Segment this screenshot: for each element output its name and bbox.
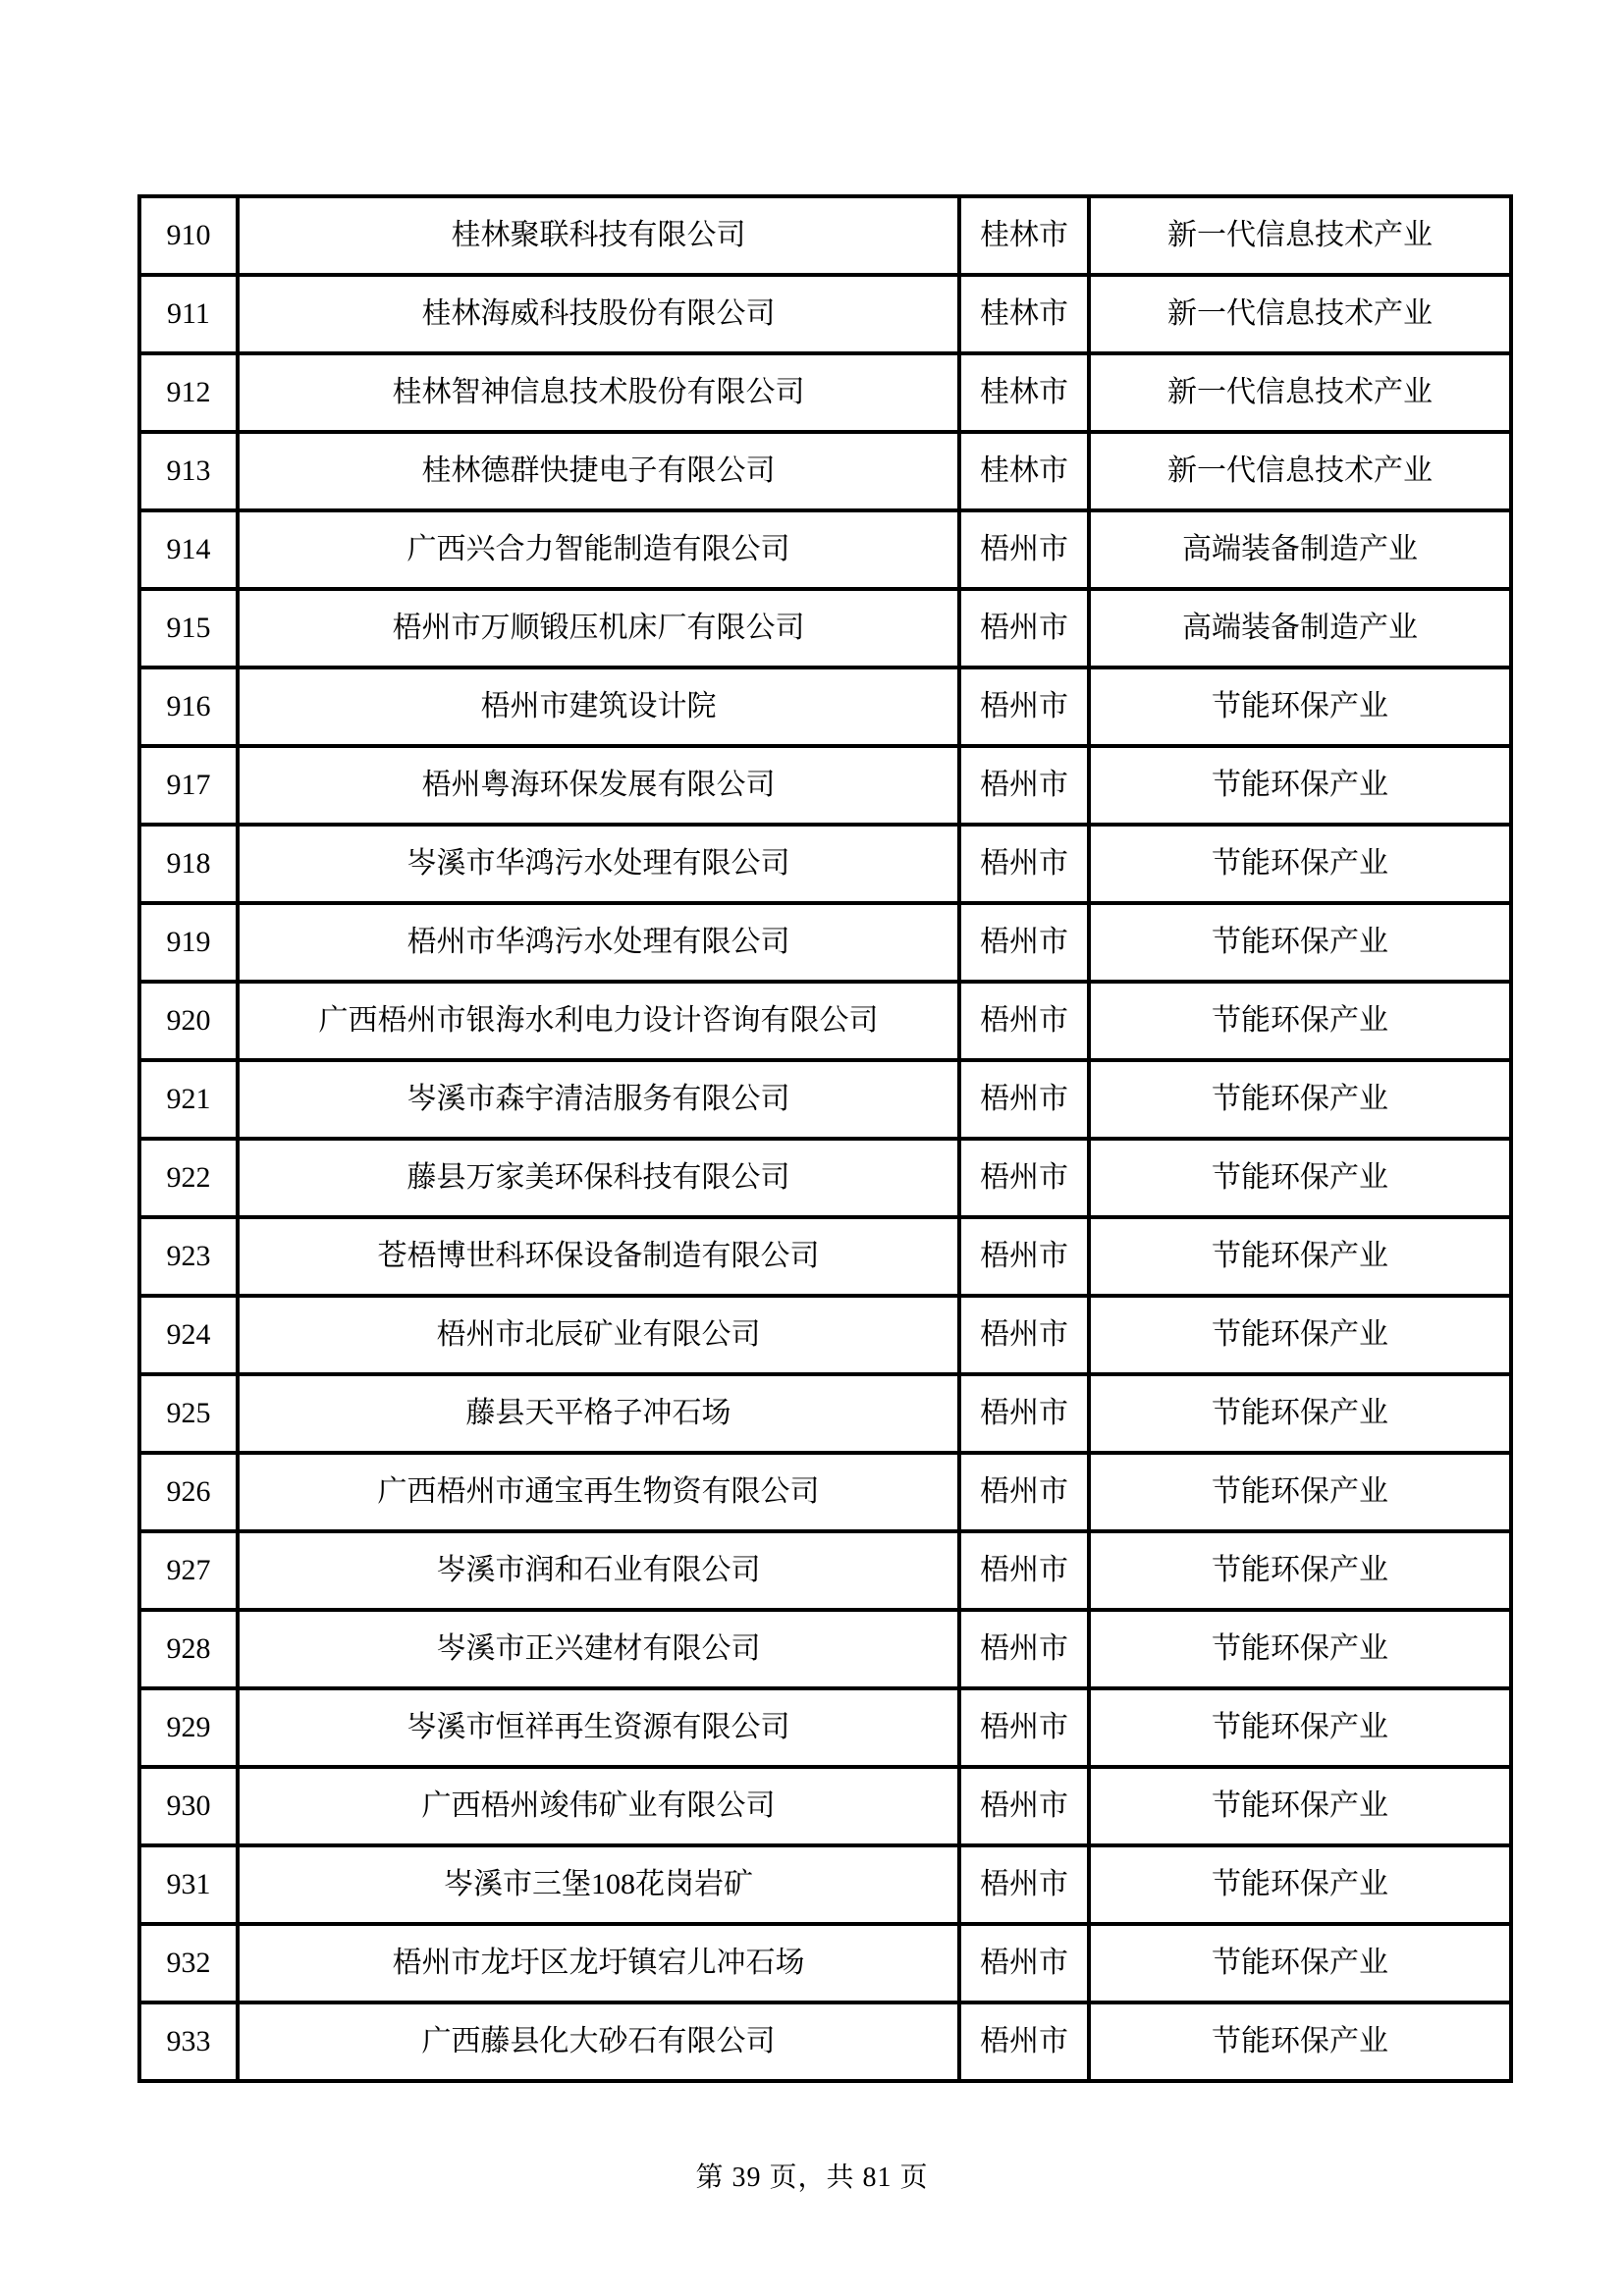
cell-company-name: 广西梧州市银海水利电力设计咨询有限公司 — [238, 982, 959, 1060]
table-row — [139, 903, 1511, 982]
cell-company-name: 梧州市华鸿污水处理有限公司 — [238, 903, 959, 982]
cell-industry: 节能环保产业 — [1089, 1139, 1511, 1217]
cell-city: 梧州市 — [959, 1610, 1089, 1688]
cell-industry: 节能环保产业 — [1089, 1767, 1511, 1845]
cell-industry: 新一代信息技术产业 — [1089, 353, 1511, 432]
table-row — [139, 1767, 1511, 1845]
cell-row-number: 911 — [139, 275, 238, 353]
cell-company-name: 藤县万家美环保科技有限公司 — [238, 1139, 959, 1217]
cell-industry: 节能环保产业 — [1089, 746, 1511, 825]
cell-row-number: 913 — [139, 432, 238, 510]
cell-company-name: 岑溪市华鸿污水处理有限公司 — [238, 825, 959, 903]
cell-industry: 节能环保产业 — [1089, 2002, 1511, 2081]
cell-city: 梧州市 — [959, 1845, 1089, 1924]
cell-city: 梧州市 — [959, 903, 1089, 982]
cell-industry: 高端装备制造产业 — [1089, 589, 1511, 667]
table-row — [139, 1845, 1511, 1924]
cell-industry: 节能环保产业 — [1089, 1610, 1511, 1688]
cell-city: 梧州市 — [959, 1767, 1089, 1845]
cell-row-number: 918 — [139, 825, 238, 903]
cell-row-number: 920 — [139, 982, 238, 1060]
cell-industry: 节能环保产业 — [1089, 1688, 1511, 1767]
cell-row-number: 912 — [139, 353, 238, 432]
cell-company-name: 梧州市北辰矿业有限公司 — [238, 1296, 959, 1374]
cell-city: 梧州市 — [959, 825, 1089, 903]
cell-company-name: 藤县天平格子冲石场 — [238, 1374, 959, 1453]
cell-row-number: 924 — [139, 1296, 238, 1374]
table-row — [139, 982, 1511, 1060]
cell-industry: 节能环保产业 — [1089, 1453, 1511, 1531]
cell-row-number: 926 — [139, 1453, 238, 1531]
cell-row-number: 922 — [139, 1139, 238, 1217]
cell-row-number: 910 — [139, 196, 238, 275]
cell-city: 桂林市 — [959, 196, 1089, 275]
cell-city: 桂林市 — [959, 353, 1089, 432]
cell-row-number: 927 — [139, 1531, 238, 1610]
cell-industry: 新一代信息技术产业 — [1089, 275, 1511, 353]
page-footer: 第 39 页，共 81 页 — [695, 2163, 929, 2193]
table-row — [139, 432, 1511, 510]
cell-company-name: 梧州市万顺锻压机床厂有限公司 — [238, 589, 959, 667]
cell-city: 梧州市 — [959, 667, 1089, 746]
cell-city: 梧州市 — [959, 2002, 1089, 2081]
cell-row-number: 928 — [139, 1610, 238, 1688]
table-row — [139, 275, 1511, 353]
table-row — [139, 667, 1511, 746]
table-row — [139, 1610, 1511, 1688]
cell-city: 梧州市 — [959, 1374, 1089, 1453]
cell-industry: 节能环保产业 — [1089, 1531, 1511, 1610]
cell-city: 梧州市 — [959, 1139, 1089, 1217]
cell-row-number: 923 — [139, 1217, 238, 1296]
cell-row-number: 915 — [139, 589, 238, 667]
cell-industry: 节能环保产业 — [1089, 903, 1511, 982]
cell-company-name: 岑溪市森宇清洁服务有限公司 — [238, 1060, 959, 1139]
cell-city: 梧州市 — [959, 1060, 1089, 1139]
cell-industry: 节能环保产业 — [1089, 1296, 1511, 1374]
cell-city: 桂林市 — [959, 432, 1089, 510]
table-row — [139, 2002, 1511, 2081]
table-row — [139, 1060, 1511, 1139]
cell-industry: 节能环保产业 — [1089, 667, 1511, 746]
cell-company-name: 梧州粤海环保发展有限公司 — [238, 746, 959, 825]
table-row — [139, 1296, 1511, 1374]
cell-row-number: 916 — [139, 667, 238, 746]
cell-city: 梧州市 — [959, 1296, 1089, 1374]
cell-row-number: 929 — [139, 1688, 238, 1767]
cell-company-name: 岑溪市三堡108花岗岩矿 — [238, 1845, 959, 1924]
cell-company-name: 岑溪市润和石业有限公司 — [238, 1531, 959, 1610]
table-body — [139, 196, 1511, 2081]
cell-company-name: 广西兴合力智能制造有限公司 — [238, 510, 959, 589]
cell-company-name: 梧州市建筑设计院 — [238, 667, 959, 746]
cell-city: 梧州市 — [959, 746, 1089, 825]
cell-city: 梧州市 — [959, 1688, 1089, 1767]
cell-city: 梧州市 — [959, 1217, 1089, 1296]
cell-company-name: 苍梧博世科环保设备制造有限公司 — [238, 1217, 959, 1296]
cell-city: 梧州市 — [959, 1453, 1089, 1531]
cell-company-name: 桂林德群快捷电子有限公司 — [238, 432, 959, 510]
cell-industry: 节能环保产业 — [1089, 1217, 1511, 1296]
table-row — [139, 353, 1511, 432]
table-row — [139, 1688, 1511, 1767]
cell-row-number: 933 — [139, 2002, 238, 2081]
cell-row-number: 931 — [139, 1845, 238, 1924]
cell-company-name: 广西梧州市通宝再生物资有限公司 — [238, 1453, 959, 1531]
cell-row-number: 917 — [139, 746, 238, 825]
cell-row-number: 919 — [139, 903, 238, 982]
cell-industry: 节能环保产业 — [1089, 1924, 1511, 2002]
table-row — [139, 1924, 1511, 2002]
table-row — [139, 1139, 1511, 1217]
cell-row-number: 932 — [139, 1924, 238, 2002]
table-row — [139, 746, 1511, 825]
table-row — [139, 196, 1511, 275]
table-row — [139, 1374, 1511, 1453]
cell-company-name: 岑溪市正兴建材有限公司 — [238, 1610, 959, 1688]
table-row — [139, 825, 1511, 903]
table-row — [139, 1531, 1511, 1610]
cell-city: 梧州市 — [959, 982, 1089, 1060]
cell-company-name: 广西梧州竣伟矿业有限公司 — [238, 1767, 959, 1845]
table-row — [139, 589, 1511, 667]
cell-industry: 节能环保产业 — [1089, 1374, 1511, 1453]
cell-company-name: 桂林智神信息技术股份有限公司 — [238, 353, 959, 432]
cell-city: 梧州市 — [959, 1531, 1089, 1610]
company-list-table — [137, 194, 1513, 2083]
cell-industry: 高端装备制造产业 — [1089, 510, 1511, 589]
cell-company-name: 桂林海威科技股份有限公司 — [238, 275, 959, 353]
cell-row-number: 914 — [139, 510, 238, 589]
cell-city: 桂林市 — [959, 275, 1089, 353]
cell-company-name: 岑溪市恒祥再生资源有限公司 — [238, 1688, 959, 1767]
cell-city: 梧州市 — [959, 1924, 1089, 2002]
cell-industry: 节能环保产业 — [1089, 982, 1511, 1060]
cell-company-name: 桂林聚联科技有限公司 — [238, 196, 959, 275]
table-row — [139, 1453, 1511, 1531]
cell-industry: 新一代信息技术产业 — [1089, 432, 1511, 510]
cell-row-number: 925 — [139, 1374, 238, 1453]
table-row — [139, 1217, 1511, 1296]
cell-company-name: 广西藤县化大砂石有限公司 — [238, 2002, 959, 2081]
cell-row-number: 930 — [139, 1767, 238, 1845]
cell-city: 梧州市 — [959, 510, 1089, 589]
cell-industry: 节能环保产业 — [1089, 1060, 1511, 1139]
cell-industry: 新一代信息技术产业 — [1089, 196, 1511, 275]
cell-row-number: 921 — [139, 1060, 238, 1139]
cell-industry: 节能环保产业 — [1089, 825, 1511, 903]
cell-industry: 节能环保产业 — [1089, 1845, 1511, 1924]
cell-company-name: 梧州市龙圩区龙圩镇宕儿冲石场 — [238, 1924, 959, 2002]
cell-city: 梧州市 — [959, 589, 1089, 667]
table-row — [139, 510, 1511, 589]
